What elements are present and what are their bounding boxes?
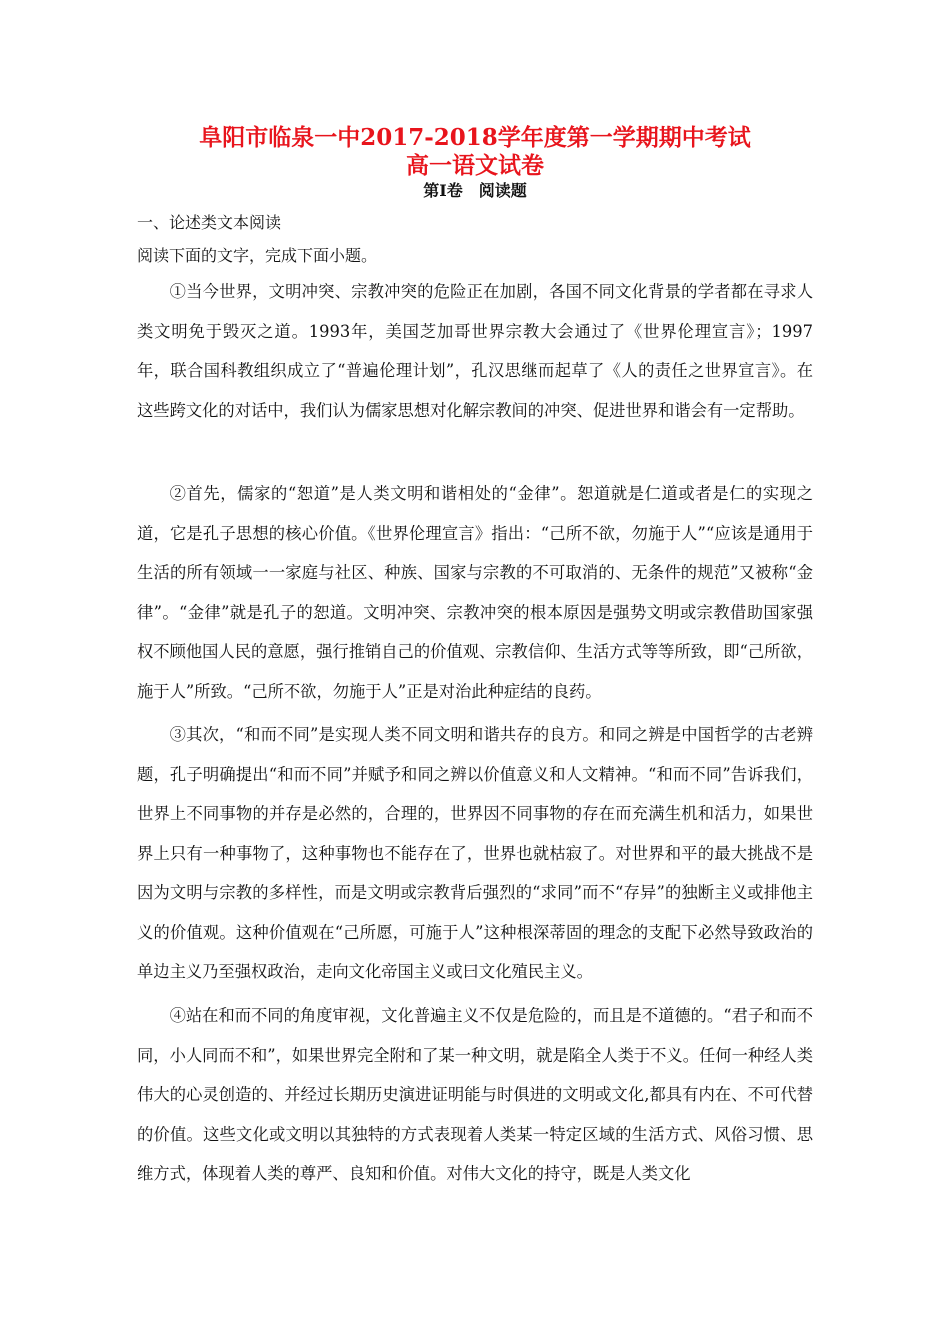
paragraph-3: ③其次，“和而不同”是实现人类不同文明和谐共存的良方。和同之辨是中国哲学的古老辨题，孔子明确提出“和而不同”并赋予和同之辨以价值意义和人文精神。“和而不同”告诉我们，世界上不同事物的并存是必然的，合理的，世界因不同事物的存在而充满生机和活力，如果世界上只有一种事物了，这种事物也不能存在了，世界也就枯寂了。对世界和平的最大挑战不是因为文明与宗教的多样性，而是文明或宗教背后强烈的“求同”而不“存异”的独断主义或排他主义的价值观。这种价值观在“己所愿，可施于人”这种根深蒂固的理念的支配下必然导致政治的单边主义乃至强权政治，走向文化帝国主义或曰文化殖民主义。 [137,725,813,981]
section-heading: 第Ⅰ卷 阅读题 [423,181,527,200]
exam-title: 阜阳市临泉一中2017-2018学年度第一学期期中考试 [199,124,751,151]
exam-subtitle: 高一语文试卷 [406,152,544,179]
paragraph-4: ④站在和而不同的角度审视，文化普遍主义不仅是危险的，而且是不道德的。“君子和而不同，小人同而不和”，如果世界完全附和了某一种文明，就是陷全人类于不义。任何一种经人类伟大的心灵创造的、并经过长期历史演进证明能与时俱进的文明或文化,都具有内在、不可代替的价值。这些文化或文明以其独特的方式表现着人类某一特定区域的生活方式、风俗习惯、思维方式，体现着人类的尊严、良知和价值。对伟大文化的持守，既是人类文化 [137,1006,813,1183]
paragraph-1: ①当今世界，文明冲突、宗教冲突的危险正在加剧，各国不同文化背景的学者都在寻求人类文明免于毁灭之道。1993年，美国芝加哥世界宗教大会通过了《世界伦理宣言》；1997年，联合国科教组织成立了“普遍伦理计划”，孔汉思继而起草了《人的责任之世界宣言》。在这些跨文化的对话中，我们认为儒家思想对化解宗教间的冲突、促进世界和谐会有一定帮助。 [137,282,813,420]
part-label: 一、论述类文本阅读 [137,213,282,232]
instruction-text: 阅读下面的文字，完成下面小题。 [137,246,378,265]
paragraph-2: ②首先，儒家的“恕道”是人类文明和谐相处的“金律”。恕道就是仁道或者是仁的实现之道，它是孔子思想的核心价值。《世界伦理宣言》指出：“己所不欲，勿施于人”“应该是通用于生活的所有领域一一家庭与社区、种族、国家与宗教的不可取消的、无条件的规范”又被称“金律”。“金律”就是孔子的恕道。文明冲突、宗教冲突的根本原因是强势文明或宗教借助国家强权不顾他国人民的意愿，强行推销自己的价值观、宗教信仰、生活方式等等所致，即“己所欲，施于人”所致。“己所不欲，勿施于人”正是对治此种症结的良药。 [137,484,813,701]
